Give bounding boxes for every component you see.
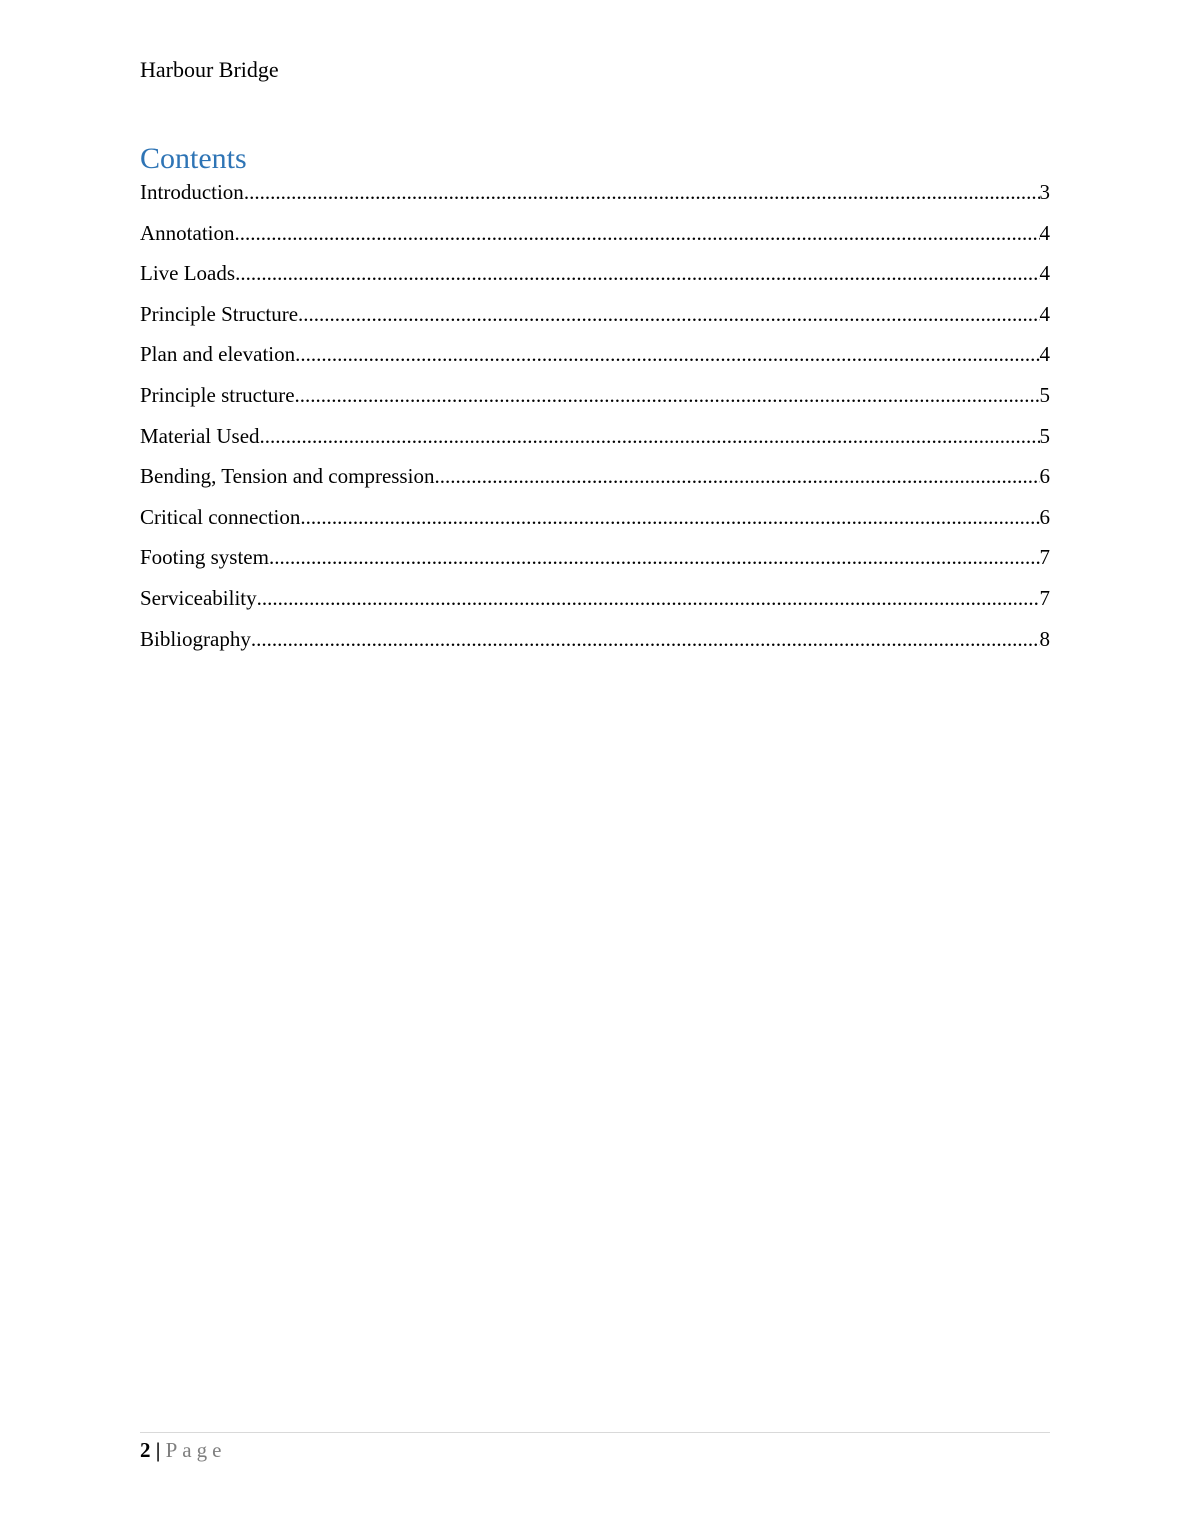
toc-dot-leader (235, 259, 1039, 287)
toc-dot-leader (269, 543, 1040, 571)
toc-entry-page: 7 (1039, 585, 1050, 610)
toc-entry-page: 4 (1039, 301, 1050, 326)
toc-entry-label: Plan and elevation (140, 342, 296, 367)
toc-entry-page: 4 (1039, 342, 1050, 367)
toc-entry-label: Principle structure (140, 382, 295, 407)
toc-entry-material-used[interactable] (140, 422, 1050, 463)
toc-entry-principle-structure-2[interactable] (140, 381, 1050, 422)
toc-entry-page: 4 (1039, 220, 1050, 245)
toc-entry-page: 5 (1039, 382, 1050, 407)
toc-entry-page: 3 (1039, 180, 1050, 204)
toc-entry-introduction[interactable] (140, 178, 1050, 219)
toc-entry-principle-structure[interactable] (140, 300, 1050, 341)
toc-entry-footing-system[interactable] (140, 543, 1050, 584)
toc-entry-page: 4 (1039, 261, 1050, 286)
toc-entry-page: 8 (1039, 626, 1050, 651)
document-header-title: Harbour Bridge (140, 57, 279, 82)
toc-dot-leader (257, 584, 1040, 612)
footer-separator: | (155, 1438, 161, 1462)
toc-dot-leader (244, 178, 1040, 206)
toc-entry-label: Footing system (140, 545, 269, 570)
footer-page-number: 2 (140, 1438, 151, 1462)
toc-entry-critical-connection[interactable] (140, 503, 1050, 544)
toc-entry-plan-and-elevation[interactable] (140, 340, 1050, 381)
toc-dot-leader (300, 503, 1039, 531)
toc-entry-page: 5 (1039, 423, 1050, 448)
toc-entry-label: Bibliography (140, 626, 251, 651)
toc-entry-label: Live Loads (140, 261, 236, 286)
toc-entry-page: 6 (1039, 464, 1050, 489)
page-footer (140, 1436, 226, 1464)
toc-entry-live-loads[interactable] (140, 259, 1050, 300)
toc-entry-bibliography[interactable] (140, 625, 1050, 666)
toc-entry-label: Serviceability (140, 585, 257, 610)
footer-divider (140, 1432, 1050, 1433)
toc-entry-annotation[interactable] (140, 219, 1050, 260)
table-of-contents (140, 178, 1050, 665)
toc-dot-leader (260, 422, 1040, 450)
footer-page-word: Page (165, 1438, 227, 1462)
toc-dot-leader (235, 219, 1040, 247)
toc-entry-label: Critical connection (140, 504, 301, 529)
toc-entry-page: 7 (1039, 545, 1050, 570)
toc-entry-serviceability[interactable] (140, 584, 1050, 625)
toc-entry-label: Bending, Tension and compression (140, 464, 435, 489)
toc-dot-leader (295, 340, 1039, 368)
toc-entry-label: Principle Structure (140, 301, 299, 326)
toc-dot-leader (295, 381, 1040, 409)
toc-dot-leader (251, 625, 1040, 653)
toc-entry-page: 6 (1039, 504, 1050, 529)
toc-dot-leader (298, 300, 1039, 328)
toc-entry-label: Material Used (140, 423, 260, 448)
toc-entry-label: Introduction (140, 180, 244, 204)
toc-entry-label: Annotation (140, 220, 235, 245)
toc-heading: Contents (140, 142, 247, 175)
toc-dot-leader (434, 462, 1039, 490)
toc-entry-bending-tension-compression[interactable] (140, 462, 1050, 503)
